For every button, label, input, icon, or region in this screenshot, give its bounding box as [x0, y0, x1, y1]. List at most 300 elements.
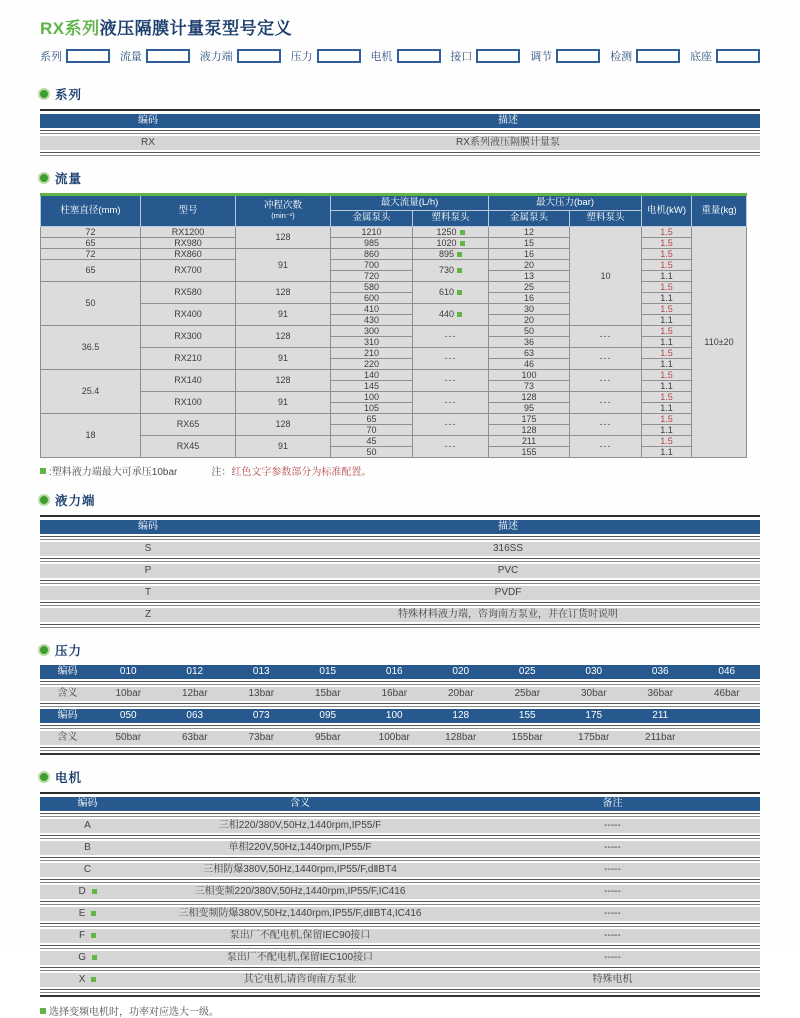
- motor-code-cell: C: [83, 864, 92, 875]
- flow-cell: 1.1: [642, 271, 692, 282]
- pressure-meaning-cell: 36bar: [647, 688, 674, 699]
- col-max-pressure: 最大压力(bar): [489, 195, 642, 211]
- flow-cell: 18: [41, 414, 141, 458]
- flow-cell: RX65: [141, 414, 236, 436]
- flow-cell: RX300: [141, 326, 236, 348]
- flow-cell: 1.5: [642, 326, 692, 337]
- model-field-2: [120, 48, 190, 64]
- model-field-label: 调节: [530, 51, 553, 63]
- model-field-label: 检测: [610, 51, 633, 63]
- pressure-meaning-cell: 25bar: [514, 688, 541, 699]
- flow-cell: 730: [413, 260, 489, 282]
- model-code-fields: [40, 48, 760, 64]
- motor-row-F: [40, 929, 760, 943]
- model-field-box: [476, 49, 520, 63]
- model-field-6: [450, 48, 520, 64]
- flow-cell: RX700: [141, 260, 236, 282]
- model-field-box: [556, 49, 600, 63]
- model-field-box: [397, 49, 441, 63]
- pressure-code-cell: 020: [452, 666, 470, 677]
- flow-cell: 860: [331, 249, 413, 260]
- motor-code-cell: D: [40, 885, 135, 899]
- motor-row-X: [40, 973, 760, 987]
- flow-cell: ---: [570, 348, 642, 370]
- flow-cell: 128: [236, 414, 331, 436]
- flow-cell: 1250: [413, 227, 489, 238]
- flow-cell: 63: [489, 348, 570, 359]
- flow-cell: 50: [41, 282, 141, 326]
- pressure-meaning-cell: 211bar: [645, 732, 676, 743]
- flow-cell: ---: [570, 414, 642, 436]
- flow-cell: 45: [331, 436, 413, 447]
- pressure-code-cell: 095: [319, 710, 337, 721]
- liquid-end-row: [40, 542, 760, 556]
- flow-cell: 1.1: [642, 337, 692, 348]
- row-separator: [40, 681, 760, 685]
- flow-cell: 10: [570, 227, 642, 326]
- row-separator: [40, 580, 760, 584]
- flow-cell: 580: [331, 282, 413, 293]
- column-header-desc: 描述: [498, 115, 518, 126]
- row-separator: [40, 989, 760, 993]
- pressure-meaning-cell: 20bar: [447, 688, 474, 699]
- flow-cell: RX580: [141, 282, 236, 304]
- section-motor-heading: [40, 768, 760, 786]
- flow-cell: 145: [331, 381, 413, 392]
- flow-cell: RX1200: [141, 227, 236, 238]
- flow-cell: RX100: [141, 392, 236, 414]
- flow-cell: 1.5: [642, 227, 692, 238]
- pressure-code-cell: 063: [186, 710, 204, 721]
- flow-cell: 1.5: [642, 260, 692, 271]
- flow-cell: 36.5: [41, 326, 141, 370]
- motor-code-cell: E: [40, 907, 135, 921]
- motor-row-G: [40, 951, 760, 965]
- header-sub-unit: (min⁻¹): [271, 211, 295, 221]
- flow-cell: 50: [489, 326, 570, 337]
- cell-desc: PVDF: [494, 587, 522, 598]
- pressure-code-cell: 013: [252, 666, 270, 677]
- pressure-code-cell: 012: [186, 666, 204, 677]
- motor-note-cell: 特殊电机: [592, 974, 633, 985]
- flow-cell: 600: [331, 293, 413, 304]
- pressure-meaning-cell: 128bar: [445, 732, 477, 743]
- flow-cell: ---: [413, 348, 489, 370]
- flow-table-row: [41, 238, 747, 249]
- model-field-8: [610, 48, 680, 64]
- flow-cell: ---: [570, 436, 642, 458]
- flow-table-row: [41, 392, 747, 403]
- motor-desc-cell: 泵出厂不配电机,保留IEC100接口: [226, 952, 374, 963]
- flow-cell: 128: [489, 392, 570, 403]
- flow-cell: ---: [570, 392, 642, 414]
- flow-cell: 1.1: [642, 403, 692, 414]
- flow-cell: 13: [489, 271, 570, 282]
- table-bottom-rule: [40, 995, 760, 997]
- motor-footnote: [40, 1003, 760, 1018]
- cell-desc: PVC: [497, 565, 519, 576]
- section-liquid-end-heading: [40, 491, 760, 509]
- flow-cell: 410: [331, 304, 413, 315]
- row-separator: [40, 624, 760, 628]
- flow-table-row: [41, 227, 747, 238]
- flow-table-row: [41, 282, 747, 293]
- flow-table-row: [41, 436, 747, 447]
- model-field-label: 压力: [290, 51, 313, 63]
- flow-cell: 91: [236, 436, 331, 458]
- flow-cell: 110±20: [692, 227, 747, 458]
- flow-cell: 440: [413, 304, 489, 326]
- motor-code-cell: A: [84, 820, 91, 831]
- flow-cell: ---: [413, 414, 489, 436]
- pressure-code-cell: 030: [585, 666, 603, 677]
- flow-note-label: 注：: [211, 467, 232, 478]
- col-plunger-diameter: 柱塞直径(mm): [41, 195, 141, 227]
- flow-cell: 36: [489, 337, 570, 348]
- pressure-meaning-cell: 155bar: [511, 732, 543, 743]
- flow-cell: 65: [41, 260, 141, 282]
- pressure-code-cell: 050: [119, 710, 137, 721]
- green-square-icon: [460, 230, 465, 235]
- pressure-meaning-cell: 10bar: [115, 688, 142, 699]
- motor-desc-cell: 三相变频220/380V,50Hz,1440rpm,IP55/F,IC416: [194, 886, 406, 897]
- flow-cell: 16: [489, 293, 570, 304]
- flow-cell: 65: [331, 414, 413, 425]
- row-separator: [40, 130, 760, 134]
- motor-note-cell: -----: [604, 930, 621, 941]
- model-field-label: 流量: [119, 51, 142, 63]
- motor-note-cell: -----: [604, 886, 621, 897]
- motor-note-cell: -----: [604, 952, 621, 963]
- pressure-meaning-label: 含义: [57, 688, 78, 699]
- pressure-meaning-cell: [694, 731, 761, 745]
- flow-cell: 1020: [413, 238, 489, 249]
- section-pressure-title: 压力: [55, 644, 83, 658]
- row-separator: [40, 923, 760, 927]
- section-motor-title: 电机: [55, 771, 83, 785]
- motor-code-cell: B: [84, 842, 91, 853]
- flow-cell: 100: [489, 370, 570, 381]
- flow-cell: RX980: [141, 238, 236, 249]
- flow-cell: 91: [236, 249, 331, 282]
- row-separator: [40, 602, 760, 606]
- page-title-rest: 液压隔膜计量泵型号定义: [99, 19, 293, 38]
- flow-cell: 72: [41, 227, 141, 238]
- flow-cell: RX45: [141, 436, 236, 458]
- row-separator: [40, 835, 760, 839]
- flow-cell: 1.5: [642, 238, 692, 249]
- motor-header-row: [40, 797, 760, 811]
- row-separator: [40, 558, 760, 562]
- flow-cell: 20: [489, 315, 570, 326]
- model-field-label: 系列: [40, 51, 62, 63]
- section-flow-heading: [40, 169, 760, 187]
- col-stroke-rate: 冲程次数 (min⁻¹): [236, 195, 331, 227]
- column-header-code: 编码: [138, 115, 158, 126]
- model-field-1: [40, 48, 110, 64]
- row-separator: [40, 857, 760, 861]
- pressure-code-row-1: [40, 665, 760, 679]
- flow-table-row: [41, 304, 747, 315]
- motor-desc-cell: 三相变频防爆380V,50Hz,1440rpm,IP55/F,dⅡBT4,IC416: [178, 908, 422, 919]
- section-series-heading: [40, 85, 760, 103]
- pressure-meaning-cell: 13bar: [248, 688, 275, 699]
- pressure-code-cell: 010: [119, 666, 137, 677]
- table-top-rule: [40, 109, 760, 111]
- pressure-code-cell: 036: [651, 666, 669, 677]
- row-separator: [40, 879, 760, 883]
- row-separator: [40, 813, 760, 817]
- pressure-code-row-2: [40, 709, 760, 723]
- green-square-icon: [457, 290, 462, 295]
- flow-cell: 1.5: [642, 304, 692, 315]
- model-field-label: 底座: [690, 51, 712, 63]
- table-bottom-rule: [40, 753, 760, 755]
- row-separator: [40, 945, 760, 949]
- column-header-desc: 描述: [498, 521, 518, 532]
- flow-cell: RX140: [141, 370, 236, 392]
- row-separator: [40, 703, 760, 707]
- subcol-plastic-head-flow: 塑料泵头: [413, 211, 489, 227]
- pressure-code-cell: 128: [452, 710, 470, 721]
- section-flow-title: 流量: [55, 172, 83, 186]
- flow-cell: 1.1: [642, 293, 692, 304]
- green-square-icon: [91, 911, 96, 916]
- column-header-meaning: 含义: [290, 798, 310, 809]
- pressure-meaning-cell: 16bar: [381, 688, 408, 699]
- pressure-meaning-cell: 175bar: [578, 732, 610, 743]
- flow-table-row: [41, 348, 747, 359]
- flow-cell: 91: [236, 348, 331, 370]
- pressure-meaning-cell: 50bar: [115, 732, 142, 743]
- flow-cell: 310: [331, 337, 413, 348]
- flow-cell: 155: [489, 447, 570, 458]
- table-top-rule: [40, 515, 760, 517]
- liquid-end-table: [40, 515, 760, 628]
- flow-cell: 1.5: [642, 370, 692, 381]
- motor-desc-cell: 泵出厂不配电机,保留IEC90接口: [229, 930, 371, 941]
- flow-cell: ---: [413, 326, 489, 348]
- motor-footnote-text: 选择变频电机时，功率对应选大一级。: [49, 1007, 219, 1018]
- pressure-code-label: 编码: [57, 666, 78, 677]
- green-square-icon: [40, 1008, 46, 1014]
- flow-cell: 610: [413, 282, 489, 304]
- section-bullet-icon: [40, 174, 48, 182]
- pressure-code-cell: 211: [652, 710, 669, 721]
- flow-cell: 985: [331, 238, 413, 249]
- flow-cell: 72: [41, 249, 141, 260]
- flow-cell: 1.1: [642, 381, 692, 392]
- model-field-label: 接口: [450, 51, 473, 63]
- cell-desc: 316SS: [492, 543, 524, 554]
- motor-note-cell: -----: [604, 820, 621, 831]
- flow-cell: 700: [331, 260, 413, 271]
- motor-desc-cell: 单相220V,50Hz,1440rpm,IP55/F: [228, 842, 372, 853]
- table-header-row: [40, 520, 760, 534]
- green-square-icon: [457, 268, 462, 273]
- flow-cell: 211: [489, 436, 570, 447]
- green-square-icon: [457, 312, 462, 317]
- motor-table: [40, 792, 760, 997]
- flow-cell: 50: [331, 447, 413, 458]
- pressure-meaning-cell: 30bar: [580, 688, 607, 699]
- section-bullet-icon: [40, 496, 48, 504]
- model-field-box: [146, 49, 190, 63]
- flow-note-red-text: 红色文字参数部分为标准配置。: [231, 467, 372, 478]
- flow-table: [40, 193, 760, 458]
- model-field-5: [371, 48, 441, 64]
- pressure-meaning-cell: 15bar: [314, 688, 341, 699]
- series-table: [40, 109, 760, 156]
- motor-note-cell: -----: [604, 908, 621, 919]
- flow-cell: 16: [489, 249, 570, 260]
- pressure-meaning-cell: 73bar: [248, 732, 275, 743]
- motor-note-cell: -----: [604, 842, 621, 853]
- pressure-code-cell: 016: [385, 666, 403, 677]
- flow-cell: 25: [489, 282, 570, 293]
- row-separator: [40, 725, 760, 729]
- flow-cell: 30: [489, 304, 570, 315]
- flow-cell: 210: [331, 348, 413, 359]
- pressure-code-cell: 175: [585, 710, 603, 721]
- flow-cell: 128: [236, 326, 331, 348]
- flow-cell: 91: [236, 304, 331, 326]
- model-field-box: [317, 49, 361, 63]
- model-field-7: [530, 48, 600, 64]
- pressure-code-label: 编码: [57, 710, 78, 721]
- flow-cell: 1.1: [642, 425, 692, 436]
- flow-cell: 12: [489, 227, 570, 238]
- flow-cell: 105: [331, 403, 413, 414]
- column-header-code: 编码: [77, 798, 98, 809]
- flow-cell: ---: [413, 436, 489, 458]
- motor-code-cell: G: [40, 951, 135, 965]
- col-motor-kw: 电机(kW): [642, 195, 692, 227]
- flow-cell: ---: [570, 326, 642, 348]
- flow-table-row: [41, 249, 747, 260]
- cell-code: T: [144, 587, 152, 598]
- flow-cell: 1.1: [642, 315, 692, 326]
- model-field-box: [66, 49, 110, 63]
- subcol-metal-head-pressure: 金属泵头: [489, 211, 570, 227]
- pressure-code-cell: 025: [518, 666, 536, 677]
- subcol-plastic-head-pressure: 塑料泵头: [570, 211, 642, 227]
- flow-cell: 73: [489, 381, 570, 392]
- green-square-icon: [91, 977, 96, 982]
- table-header-row: [40, 114, 760, 128]
- pressure-code-cell: [694, 709, 761, 723]
- motor-code-cell: F: [40, 929, 135, 943]
- flow-spec-table: [40, 193, 747, 458]
- flow-table-row: [41, 370, 747, 381]
- flow-note-plastic: :塑料液力端最大可承压10bar: [49, 467, 178, 478]
- section-liquid-end-title: 液力端: [55, 494, 96, 508]
- flow-cell: 1.5: [642, 392, 692, 403]
- pressure-meaning-cell: 100bar: [378, 732, 410, 743]
- flow-cell: 128: [236, 370, 331, 392]
- model-field-label: 液力端: [199, 51, 233, 63]
- row-separator: [40, 536, 760, 540]
- pressure-code-cell: 073: [252, 710, 270, 721]
- subcol-metal-head-flow: 金属泵头: [331, 211, 413, 227]
- model-field-box: [716, 49, 760, 63]
- cell-desc: RX系列液压隔膜计量泵: [456, 137, 560, 148]
- row-separator: [40, 901, 760, 905]
- green-square-icon: [40, 468, 46, 474]
- column-header-code: 编码: [138, 521, 158, 532]
- flow-cell: 95: [489, 403, 570, 414]
- cell-code: RX: [141, 137, 155, 148]
- green-square-icon: [92, 889, 97, 894]
- motor-desc-cell: 三相220/380V,50Hz,1440rpm,IP55/F: [218, 820, 382, 831]
- green-square-icon: [457, 252, 462, 257]
- model-field-9: [690, 48, 760, 64]
- flow-cell: 175: [489, 414, 570, 425]
- flow-cell: 300: [331, 326, 413, 337]
- flow-cell: 895: [413, 249, 489, 260]
- flow-cell: 128: [236, 227, 331, 249]
- flow-cell: ---: [413, 370, 489, 392]
- flow-cell: 1.5: [642, 249, 692, 260]
- flow-cell: ---: [570, 370, 642, 392]
- green-square-icon: [91, 933, 96, 938]
- flow-cell: 1.5: [642, 348, 692, 359]
- green-square-icon: [460, 241, 465, 246]
- flow-cell: 1.5: [642, 436, 692, 447]
- cell-desc: 特殊材料液力端，咨询南方泵业，并在订货时说明: [398, 609, 618, 620]
- pressure-code-cell: 100: [385, 710, 403, 721]
- model-field-4: [291, 48, 361, 64]
- motor-row-D: [40, 885, 760, 899]
- flow-cell: RX400: [141, 304, 236, 326]
- pressure-meaning-row-2: [40, 731, 760, 745]
- cell-code: S: [144, 543, 152, 554]
- pressure-code-cell: 155: [518, 710, 536, 721]
- liquid-end-row: [40, 586, 760, 600]
- model-field-3: [200, 48, 281, 64]
- flow-cell: 100: [331, 392, 413, 403]
- row-separator: [40, 152, 760, 156]
- col-max-flow: 最大流量(L/h): [331, 195, 489, 211]
- liquid-end-row: [40, 564, 760, 578]
- flow-cell: 91: [236, 392, 331, 414]
- flow-table-row: [41, 260, 747, 271]
- flow-cell: 1.5: [642, 282, 692, 293]
- flow-cell: 1.1: [642, 359, 692, 370]
- motor-code-cell: X: [40, 973, 135, 987]
- liquid-end-row: [40, 608, 760, 622]
- section-bullet-icon: [40, 773, 48, 781]
- flow-cell: RX860: [141, 249, 236, 260]
- col-weight: 重量(kg): [692, 195, 747, 227]
- green-square-icon: [92, 955, 97, 960]
- flow-cell: 720: [331, 271, 413, 282]
- motor-desc-cell: 其它电机,请咨询南方泵业: [243, 974, 357, 985]
- pressure-code-cell: 046: [718, 666, 736, 677]
- pressure-meaning-cell: 46bar: [713, 688, 740, 699]
- pressure-meaning-cell: 95bar: [314, 732, 341, 743]
- cell-code: Z: [144, 609, 152, 620]
- pressure-meaning-label: 含义: [57, 732, 78, 743]
- flow-table-row: [41, 326, 747, 337]
- pressure-code-cell: 015: [319, 666, 337, 677]
- series-row: [40, 136, 760, 150]
- motor-desc-cell: 三相防爆380V,50Hz,1440rpm,IP55/F,dⅡBT4: [203, 864, 397, 875]
- column-header-remark: 备注: [602, 798, 623, 809]
- row-separator: [40, 747, 760, 751]
- flow-cell: 15: [489, 238, 570, 249]
- flow-cell: 128: [236, 282, 331, 304]
